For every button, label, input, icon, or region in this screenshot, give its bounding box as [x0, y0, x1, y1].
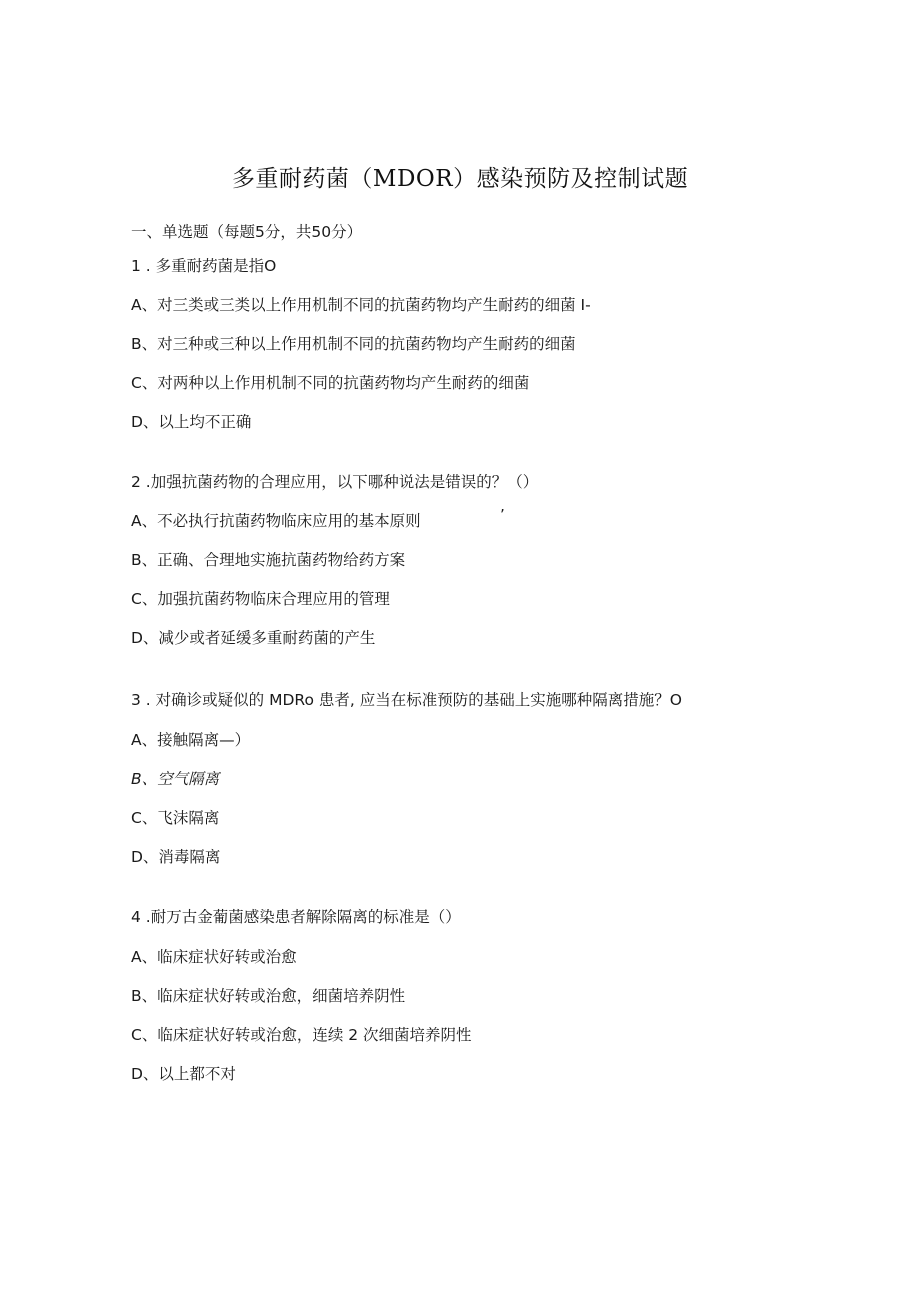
section-heading: 一、单选题（每题5分，共50分）	[131, 223, 363, 241]
question-2-stem: 2 .加强抗菌药物的合理应用，以下哪种说法是错误的？（）	[131, 473, 539, 491]
question-1-option-a: A、对三类或三类以上作用机制不同的抗菌药物均产生耐药的细菌 I-	[131, 296, 591, 314]
question-4-option-c: C、临床症状好转或治愈，连续 2 次细菌培养阴性	[131, 1026, 472, 1044]
question-1-option-d: D、以上均不正确	[131, 413, 252, 431]
question-3-option-a: A、接触隔离—）	[131, 731, 251, 749]
question-3-option-b: B、空气隔离	[131, 770, 220, 788]
question-1-stem: 1 . 多重耐药菌是指O	[131, 257, 277, 275]
question-1-option-b: B、对三种或三种以上作用机制不同的抗菌药物均产生耐药的细菌	[131, 335, 576, 353]
stray-mark: ’	[500, 506, 505, 524]
question-4-option-a: A、临床症状好转或治愈	[131, 948, 297, 966]
question-4-option-d: D、以上都不对	[131, 1065, 236, 1083]
page-title: 多重耐药菌（MDOR）感染预防及控制试题	[231, 166, 689, 192]
question-4-stem: 4 .耐万古金葡菌感染患者解除隔离的标准是（）	[131, 908, 461, 926]
question-4-option-b: B、临床症状好转或治愈，细菌培养阴性	[131, 987, 406, 1005]
question-2-option-c: C、加强抗菌药物临床合理应用的管理	[131, 590, 390, 608]
question-2-option-a: A、不必执行抗菌药物临床应用的基本原则	[131, 512, 421, 530]
question-2-option-b: B、正确、合理地实施抗菌药物给药方案	[131, 551, 406, 569]
question-3-option-c: C、飞沫隔离	[131, 809, 220, 827]
question-3-option-d: D、消毒隔离	[131, 848, 221, 866]
question-2-option-d: D、减少或者延缓多重耐药菌的产生	[131, 629, 376, 647]
question-1-option-c: C、对两种以上作用机制不同的抗菌药物均产生耐药的细菌	[131, 374, 530, 392]
question-3-stem: 3 . 对确诊或疑似的 MDRo 患者, 应当在标准预防的基础上实施哪种隔离措施？O	[131, 691, 682, 709]
